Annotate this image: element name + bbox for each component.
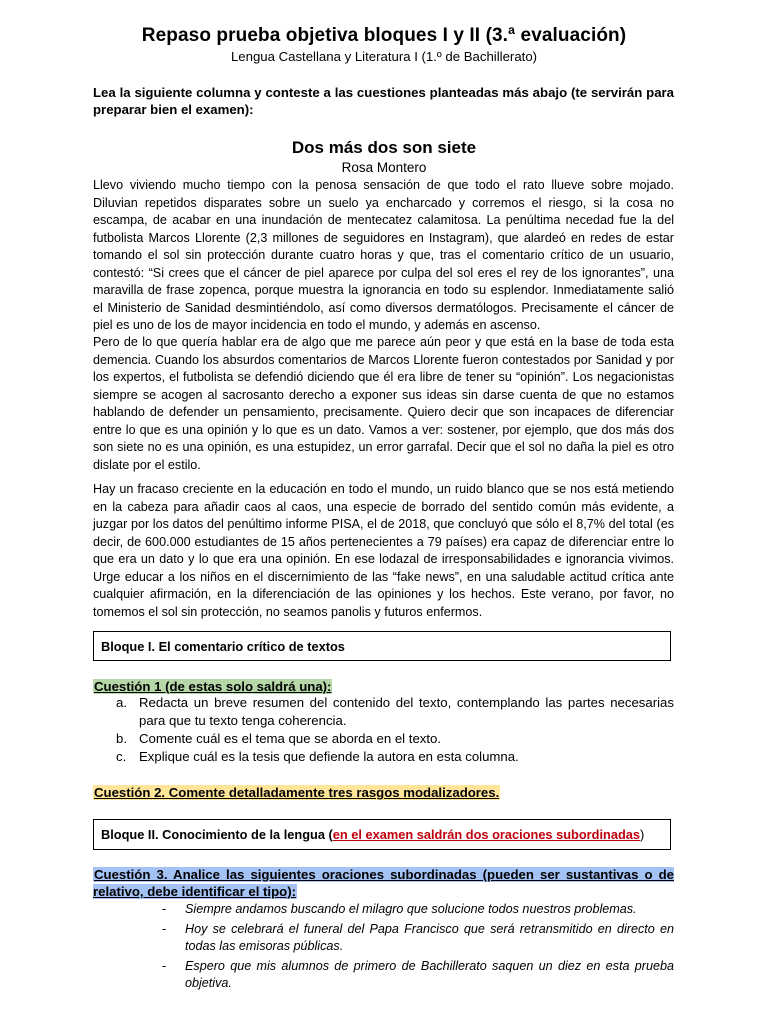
cuestion-2-heading-text: Cuestión 2. Comente detalladamente tres rasgos modalizadores.: [94, 785, 500, 800]
cuestion-1-heading-text: Cuestión 1 (de estas solo saldrá una):: [94, 679, 332, 694]
cuestion-2-heading: [93, 784, 674, 801]
list-item-text: Explique cuál es la tesis que defiende la autora en esta columna.: [139, 749, 519, 764]
bloque-2-close: ): [640, 827, 645, 842]
cuestion-3-item-1: [93, 901, 674, 919]
article-paragraph-3: Hay un fracaso creciente en la educación en todo el mundo, un ruido blanco que se nos está metiendo en la cabeza para añadir caos al caos, una especie de borrado del sentido común más evidente, a juzgar por los datos del penúltimo informe PISA, el de 2018, que concluyó que sólo el 8,7% del total (es decir, de 600.000 estudiantes de 15 años pertenecientes a 79 países) era capaz de diferenciar entre lo que era un dato y lo que era una opinión. En ese lodazal de irresponsabilidades e ignorancia vivimos. Urge educar a los niños en el discernimiento de las “fake news”, en una saludable actitud crítica ante cualquier afirmación, en la diferenciación de las opiniones y los hechos. Este verano, por favor, no tomemos el sol sin protección, no seamos panolis y futuros enfermos.: [93, 482, 674, 619]
article-paragraph-2: Pero de lo que quería hablar era de algo que me parece aún peor y que está en la base de toda esta demencia. Cuando los absurdos comentarios de Marcos Llorente fueron contestados por Sanidad y por los expertos, el futbolista se defendió diciendo que él era libre de tener su “opinión”. Los negacionistas siempre se acogen al sacrosanto derecho a exponer sus ideas sin darse cuenta de que no estamos hablando de defender un pensamiento, precisamente. Quiero decir que son incapaces de diferenciar entre lo que es una opinión y lo que es un dato. Vamos a ver: sostener, por ejemplo, que dos más dos son siete no es una opinión, es una estupidez, un error garrafal. Decir que el sol no daña la piel es otro dislate por el estilo.: [93, 335, 674, 472]
document-subtitle: Lengua Castellana y Literatura I (1.º de Bachillerato): [230, 49, 538, 64]
list-item-text: Hoy se celebrará el funeral del Papa Francisco que será retransmitido en directo en todas las emisoras públicas.: [185, 921, 674, 953]
bloque-2-box: [93, 819, 671, 850]
cuestion-1-heading: [93, 678, 674, 695]
list-marker: a.: [116, 695, 127, 710]
article-title: Dos más dos son siete: [291, 138, 477, 157]
list-marker: b.: [116, 731, 127, 746]
list-item-text: Comente cuál es el tema que se aborda en el texto.: [139, 731, 442, 746]
instructions-text: Lea la siguiente columna y conteste a las cuestiones planteadas más abajo (te servirán para preparar bien el examen):: [93, 85, 674, 117]
bloque-2-note: en el examen saldrán dos oraciones subordinadas: [332, 827, 641, 842]
cuestion-3-heading-text: Cuestión 3. Analice las siguientes oraciones subordinadas (pueden ser sustantivas o de relativo, debe identificar el tipo):: [93, 867, 674, 899]
list-marker: c.: [116, 749, 127, 764]
article-author: Rosa Montero: [341, 160, 427, 175]
list-marker: -: [162, 902, 167, 916]
cuestion-3-heading: [93, 866, 674, 900]
cuestion-1-list: [93, 694, 674, 766]
cuestion-3-list: [93, 901, 674, 995]
bloque-1-label: Bloque I. El comentario crítico de textos: [101, 638, 345, 654]
list-item-text: Redacta un breve resumen del contenido del texto, contemplando las partes necesarias para que tu texto tenga coherencia.: [139, 695, 674, 728]
bloque-2-label: Bloque II. Conocimiento de la lengua (: [101, 827, 333, 842]
list-item-text: Espero que mis alumnos de primero de Bachillerato saquen un diez en esta prueba objetiva.: [185, 958, 674, 990]
list-marker: -: [162, 921, 167, 936]
list-item-text: Siempre andamos buscando el milagro que solucione todos nuestros problemas.: [185, 902, 637, 916]
cuestion-1-item-c: [93, 748, 674, 766]
document-title: Repaso prueba objetiva bloques I y II (3.ª evaluación): [141, 25, 627, 46]
cuestion-3-item-2: [93, 921, 674, 956]
cuestion-1-item-a: [93, 694, 674, 730]
cuestion-3-item-3: [93, 958, 674, 993]
bloque-1-box: [93, 631, 671, 661]
list-marker: -: [162, 958, 167, 973]
cuestion-1-item-b: [93, 730, 674, 748]
article-paragraph-1: Llevo viviendo mucho tiempo con la penosa sensación de que todo el rato llueve sobre mojado. Diluvian repetidos disparates sobre un suelo ya encharcado y corremos el riesgo, si la cosa no escampa, de acabar en una inundación de mentecatez calamitosa. La penúltima necedad fue la del futbolista Marcos Llorente (2,3 millones de seguidores en Instagram), que alardeó en redes de estar tomando el sol sin protección durante cuatro horas y que, tras el comentario crítico de un usuario, contestó: “Si crees que el cáncer de piel aparece por culpa del sol eres el rey de los ignorantes”, una maravilla de frase zopenca, porque muestra la ignorancia en todo su esplendor. Inmediatamente salió el Ministerio de Sanidad desmintiéndolo, así como diversos dermatólogos. Precisamente el cáncer de piel es uno de los de mayor incidencia en todo el mundo, y además en ascenso.: [93, 178, 674, 332]
